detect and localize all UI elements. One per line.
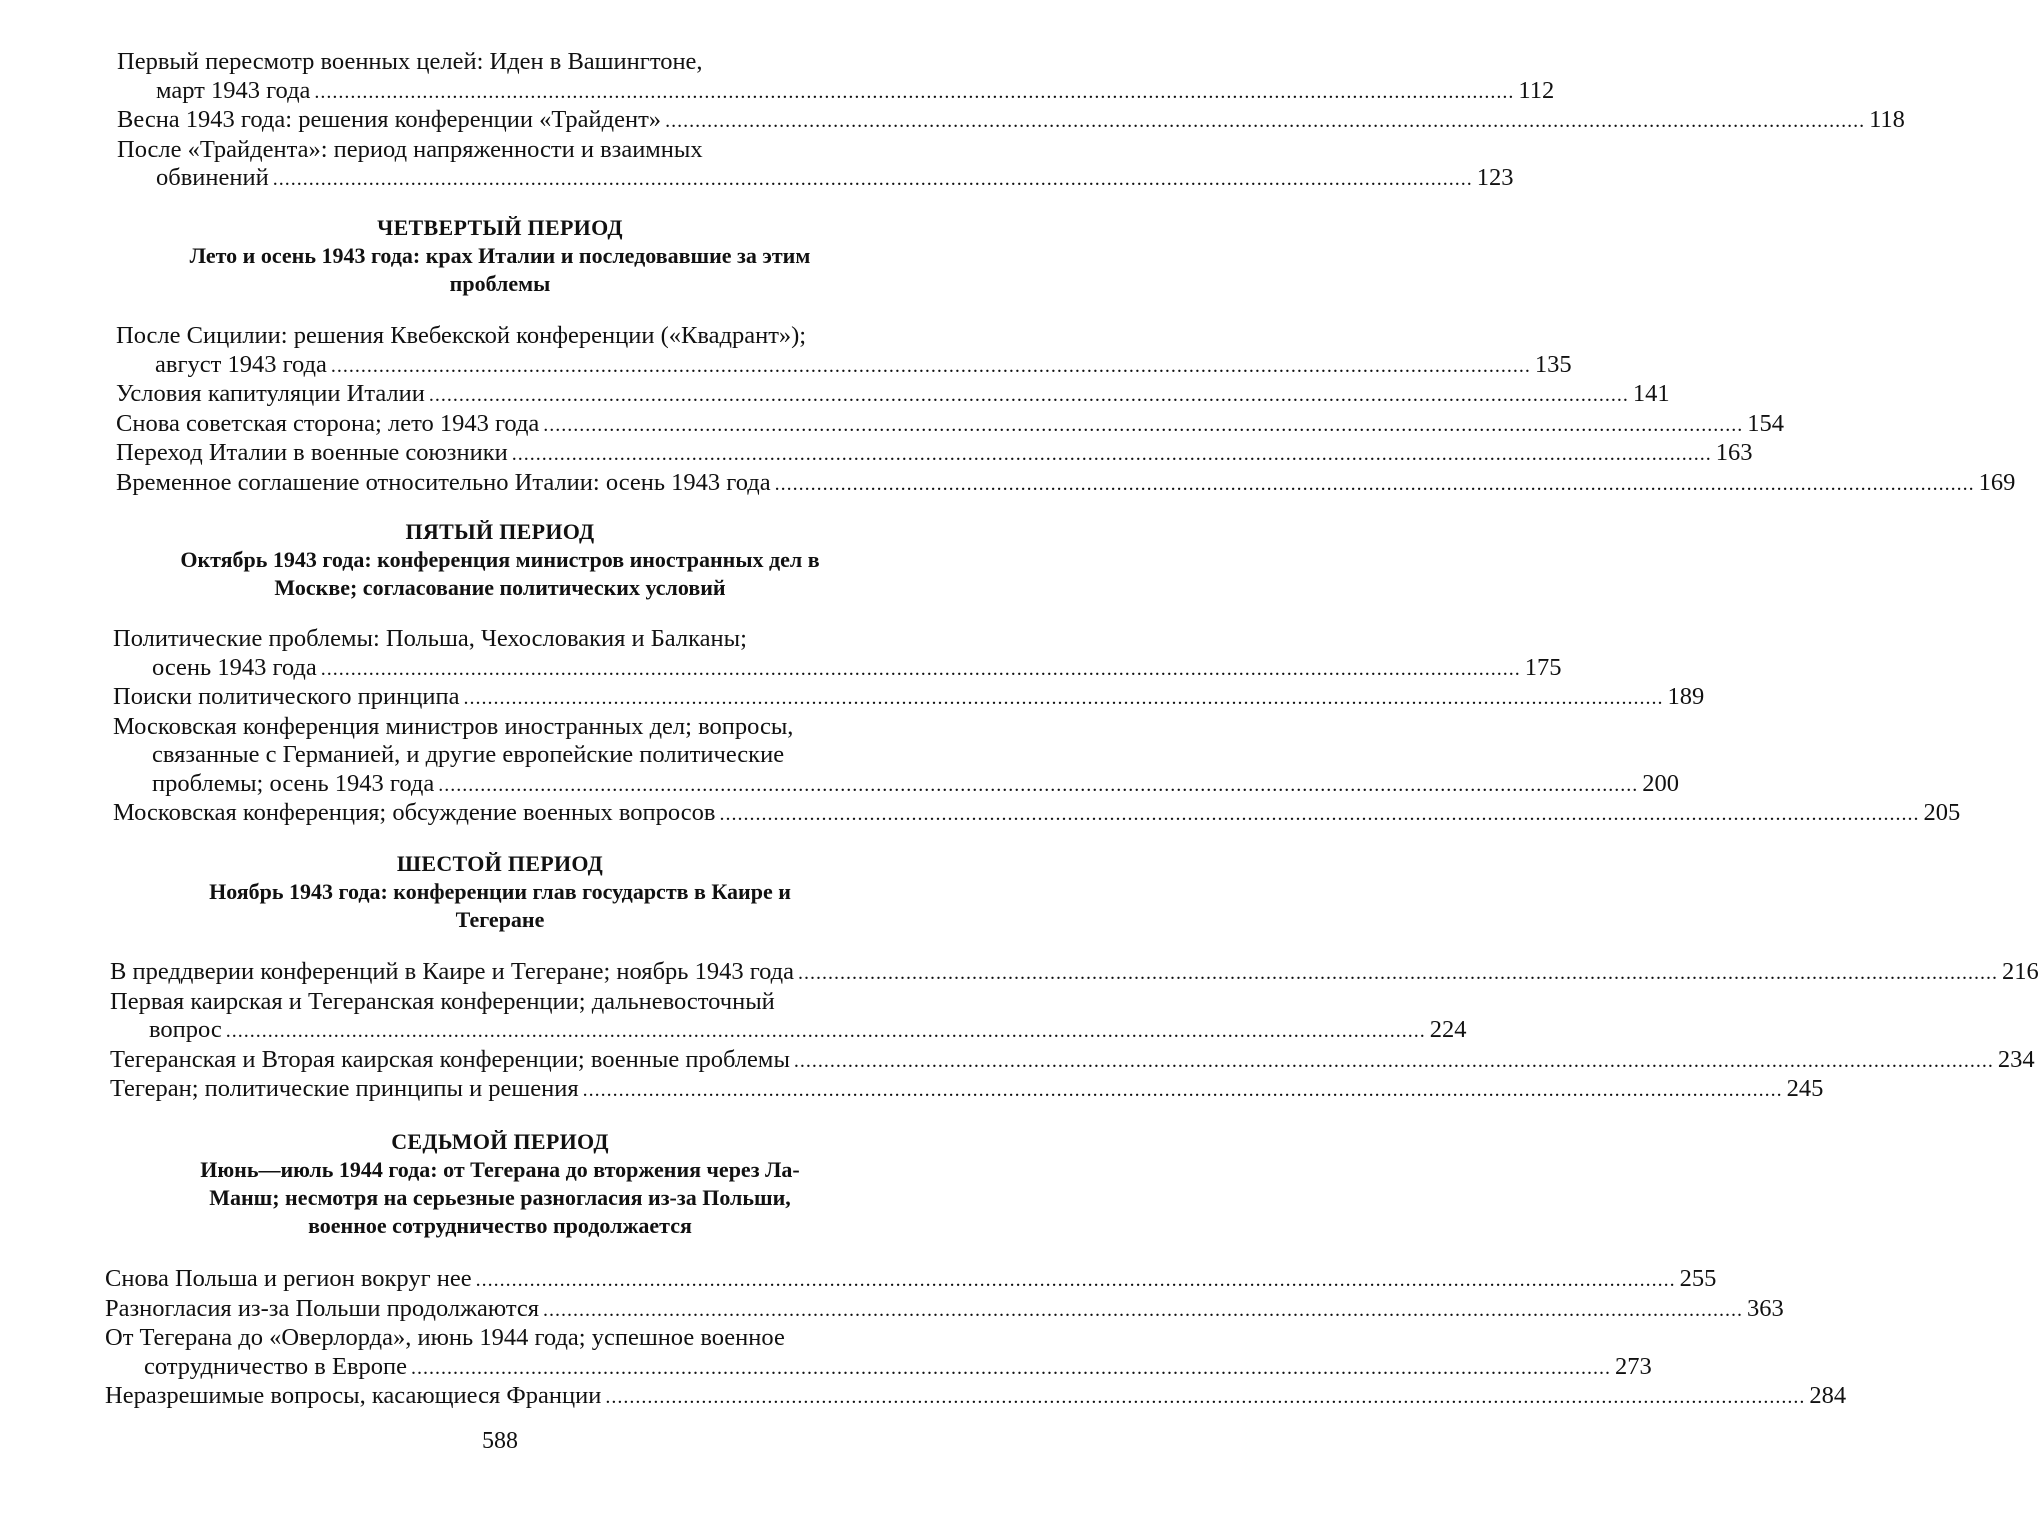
toc-entry-text: Поиски политического принципа [113,683,460,710]
section-heading-4 [0,214,1000,298]
toc-entry [113,683,1705,713]
section-subtitle: Москве; согласование политических условий [274,575,726,600]
toc-page-number: 169 [1978,468,2016,496]
toc-entry-text: август 1943 года [155,350,327,378]
section-subtitle: Тегеране [455,907,545,932]
toc-entry-text: Политические проблемы: Польша, Чехословакия и Балканы; [113,625,747,652]
toc-entry-text: После Сицилии: решения Квебекской конференции («Квадрант»); [116,322,807,349]
section-heading-6 [0,850,1000,934]
dot-leader: ........................................................................................................................................................................................................ [543,1298,1744,1321]
toc-page-number: 175 [1524,653,1562,681]
toc-page-number: 234 [1997,1045,2035,1073]
toc-entry [113,712,1679,800]
toc-page-number: 189 [1667,683,1705,710]
toc-entry [116,409,1785,440]
toc-entry [116,380,1670,410]
toc-entry-text: март 1943 года [156,76,311,104]
toc-page-number: 205 [1923,799,1961,826]
dot-leader: ........................................................................................................................................................................................................ [605,1386,1806,1408]
toc-entry-text: Первая каирская и Тегеранская конференции; дальневосточный [110,987,775,1015]
section-title: ПЯТЫЙ ПЕРИОД [405,519,595,544]
dot-leader: ........................................................................................................................................................................................................ [272,168,1473,190]
section-title: ШЕСТОЙ ПЕРИОД [396,851,604,876]
section-subtitle: Ноябрь 1943 года: конференции глав государств в Каире и [209,879,791,904]
toc-section-5-entries [113,625,1961,829]
toc-page-number: 163 [1715,439,1753,466]
toc-entry-text: обвинений [156,164,269,191]
toc-page-number: 363 [1747,1294,1784,1322]
dot-leader: ........................................................................................................................................................................................................ [463,687,1664,709]
toc-entry-text: сотрудничество в Европе [144,1352,408,1380]
toc-entry-text: Тегеран; политические принципы и решения [110,1075,579,1102]
toc-entry-text: Московская конференция; обсуждение военных вопросов [113,799,716,826]
toc-entry [110,1045,2035,1076]
dot-leader: ........................................................................................................................................................................................................ [511,443,1712,465]
dot-leader: ........................................................................................................................................................................................................ [475,1269,1676,1291]
toc-entry [105,1382,1847,1412]
toc-entry [117,135,1514,194]
section-subtitle: Лето и осень 1943 года: крах Италии и последовавшие за этим [189,243,811,268]
section-subtitle: Июнь—июль 1944 года: от Тегерана до вторжения через Ла- [200,1157,800,1182]
toc-entry-text: Снова Польша и регион вокруг нее [105,1265,472,1292]
toc-entry-text: После «Трайдента»: период напряженности и взаимных [117,135,703,163]
toc-entry [113,799,1961,829]
toc-entry [105,1294,1784,1325]
section-subtitle: Манш; несмотря на серьезные разногласия из-за Польши, [209,1185,791,1210]
toc-entry [117,106,1905,136]
toc-section-7-entries [105,1265,1847,1412]
toc-entry [110,958,2039,988]
dot-leader: ........................................................................................................................................................................................................ [438,773,1639,796]
toc-page-number: 154 [1747,409,1785,437]
toc-page-number: 224 [1429,1016,1467,1043]
toc-entry-text: Условия капитуляции Италии [116,380,425,407]
toc-entry [117,48,1555,106]
page-number: 588 [482,1428,518,1454]
dot-leader: ........................................................................................................................................................................................................ [665,110,1866,132]
toc-intro-block [117,48,1905,194]
toc-entry [116,439,1753,469]
dot-leader: ........................................................................................................................................................................................................ [225,1020,1426,1042]
toc-page-number: 112 [1518,76,1555,104]
toc-entry-text: Временное соглашение относительно Италии: осень 1943 года [116,468,771,496]
toc-entry-text: Разногласия из-за Польши продолжаются [105,1294,540,1322]
toc-entry [116,322,1572,380]
dot-leader: ........................................................................................................................................................................................................ [320,657,1521,680]
dot-leader: ........................................................................................................................................................................................................ [330,354,1531,377]
section-subtitle: проблемы [449,271,551,296]
toc-entry [113,625,1562,683]
toc-section-4-entries [116,322,2016,498]
toc-page-number: 200 [1642,769,1679,797]
toc-entry-text: Весна 1943 года: решения конференции «Трайдент» [117,106,662,133]
section-heading-7 [0,1128,1000,1240]
toc-entry-text: В преддверии конференций в Каире и Тегеране; ноябрь 1943 года [110,958,795,985]
toc-entry-text: Неразрешимые вопросы, касающиеся Франции [105,1382,602,1409]
dot-leader: ........................................................................................................................................................................................................ [719,803,1920,825]
toc-entry [110,1075,1824,1105]
toc-entry-text: связанные с Германией, и другие европейские политические [152,741,785,768]
toc-entry-text: От Тегерана до «Оверлорда», июнь 1944 года; успешное военное [105,1324,785,1351]
toc-entry [116,468,2016,499]
toc-entry-text: Тегеранская и Вторая каирская конференции; военные проблемы [110,1045,790,1073]
dot-leader: ........................................................................................................................................................................................................ [582,1079,1783,1101]
toc-entry-text: вопрос [149,1016,222,1043]
toc-page-number: 135 [1534,350,1572,378]
toc-section-6-entries [110,958,2039,1105]
toc-entry-text: Переход Италии в военные союзники [116,439,508,466]
dot-leader: ........................................................................................................................................................................................................ [543,413,1744,436]
dot-leader: ........................................................................................................................................................................................................ [428,384,1629,406]
toc-page-number: 123 [1476,164,1514,191]
toc-page-number: 284 [1809,1382,1847,1409]
toc-page-number: 216 [2002,958,2039,985]
toc-page-number: 273 [1615,1352,1652,1380]
toc-page-number: 118 [1869,106,1905,133]
dot-leader: ........................................................................................................................................................................................................ [774,472,1975,495]
toc-entry [105,1265,1717,1295]
toc-entry [110,987,1467,1046]
toc-entry-text: Московская конференция министров иностранных дел; вопросы, [113,712,794,740]
dot-leader: ........................................................................................................................................................................................................ [793,1049,1994,1072]
toc-entry-text: Первый пересмотр военных целей: Иден в Вашингтоне, [117,48,703,75]
section-title: ЧЕТВЕРТЫЙ ПЕРИОД [377,215,623,240]
section-heading-5 [0,518,1000,602]
toc-entry [105,1324,1652,1382]
section-title: СЕДЬМОЙ ПЕРИОД [391,1129,609,1154]
toc-entry-text: проблемы; осень 1943 года [152,769,435,797]
toc-entry-text: осень 1943 года [152,653,317,681]
toc-page-number: 141 [1632,380,1670,407]
dot-leader: ........................................................................................................................................................................................................ [798,962,1999,984]
toc-entry-text: Снова советская сторона; лето 1943 года [116,409,540,437]
toc-page-number: 255 [1679,1265,1717,1292]
dot-leader: ........................................................................................................................................................................................................ [411,1356,1612,1379]
dot-leader: ........................................................................................................................................................................................................ [314,80,1515,103]
section-subtitle: военное сотрудничество продолжается [308,1213,692,1238]
toc-page-number: 245 [1786,1075,1824,1102]
section-subtitle: Октябрь 1943 года: конференция министров иностранных дел в [180,547,820,572]
